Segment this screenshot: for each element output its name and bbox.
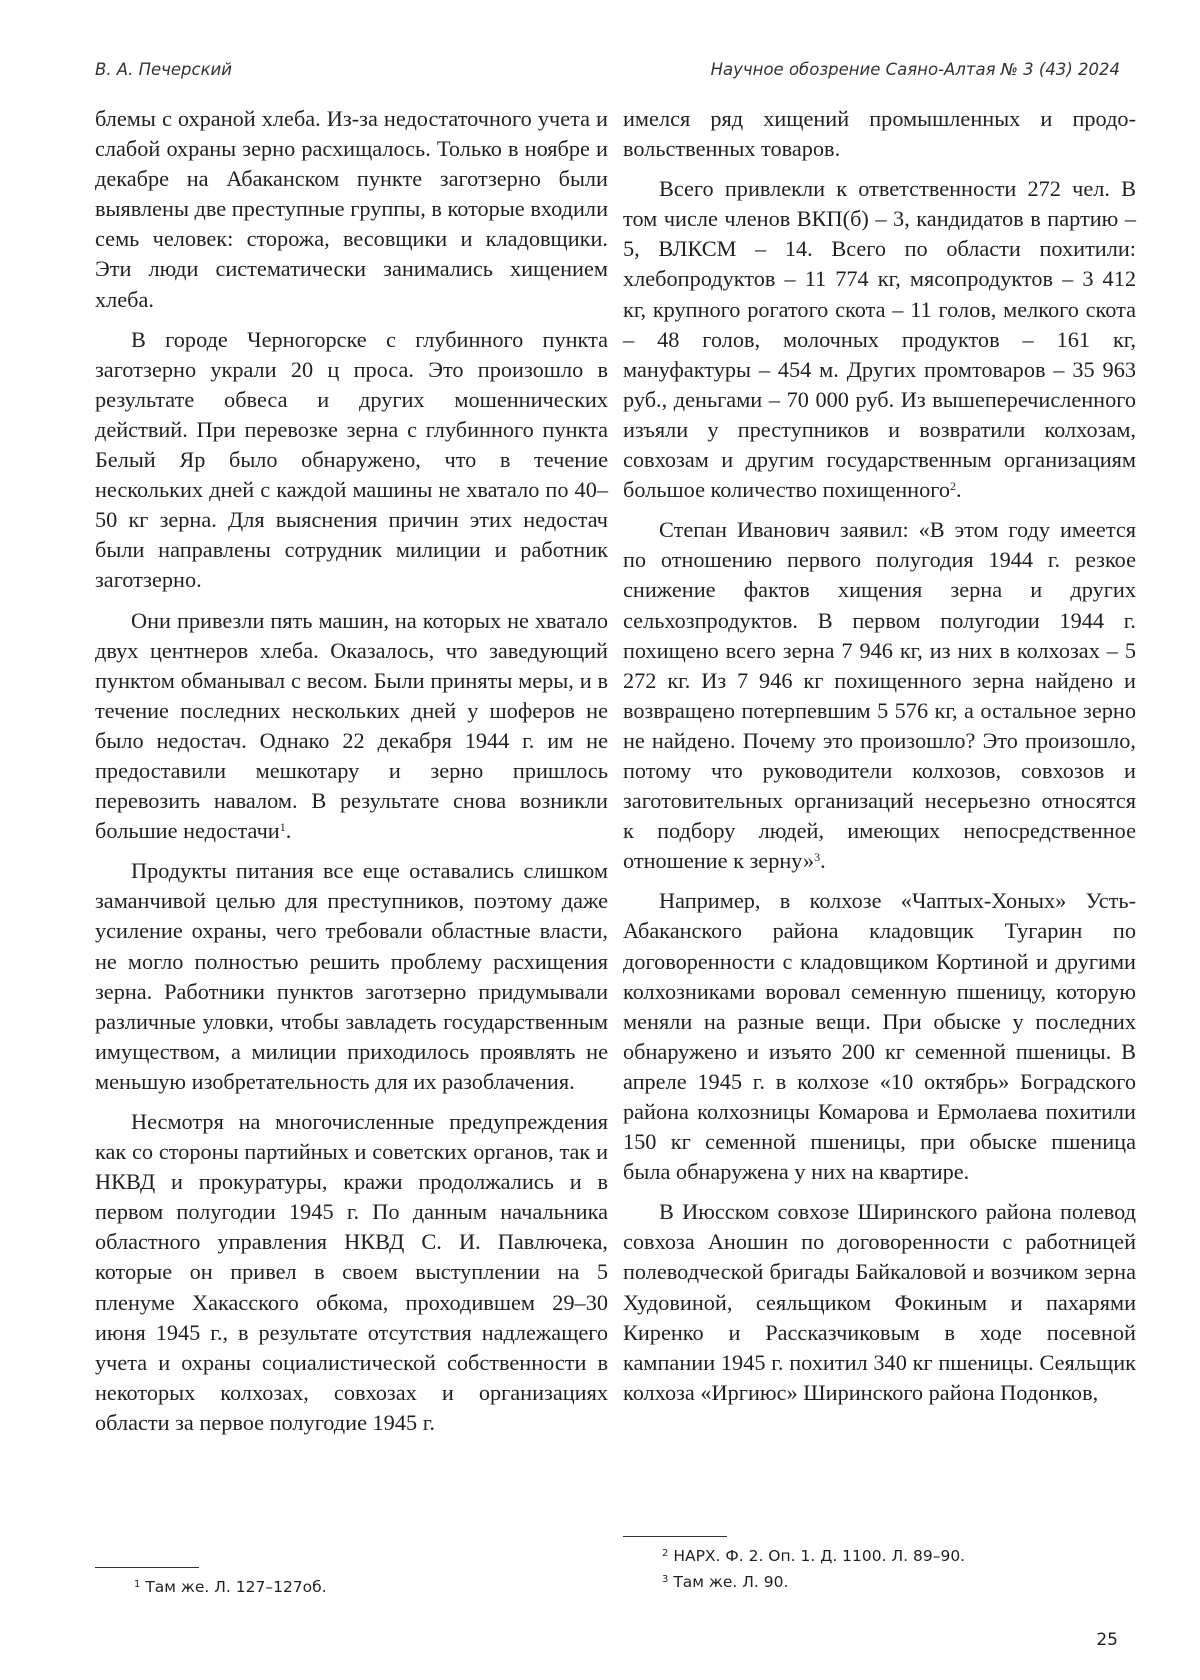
- paragraph: блемы с охраной хлеба. Из-за недостаточного учета и слабой охраны зерно расхищалось. Только в ноябре и декабре на Абаканском пункте заготзерно были выявлены две преступные группы, в которые входили семь человек: сторожа, весовщики и кладовщики. Эти люди систематически занимались хищением хлеба.: [95, 106, 608, 312]
- footnote-number: 1: [134, 1579, 141, 1590]
- footnote-ref[interactable]: 3: [814, 850, 821, 865]
- footnote-ref[interactable]: 2: [950, 479, 956, 494]
- paragraph: Всего привлекли к ответственности 272 чел. В том числе членов ВКП(б) – 3, кандидатов в партию – 5, ВЛКСМ – 14. Всего по области похитили: хлебопродуктов – 11 774 кг, мясопродуктов – 3 412 кг, крупного рогатого скота – 11 голов, мелкого скота – 48 голов, молочных продуктов – 161 кг, мануфактуры – 454 м. Других промтоваров – 35 963 руб., деньгами – 70 000 руб. Из вышеперечисленного изъяли у преступников и возвратили колхозам, совхозам и другим государственным организациям большое количество похищенного$^2$.: [623, 176, 1136, 503]
- running-head-journal: Научное обозрение Саяно-Алтая № 3 (43) 2024: [710, 60, 1120, 79]
- paragraph: Они привезли пять машин, на которых не хватало двух центнеров хлеба. Оказалось, что заведующий пунктом обманывал с весом. Были приняты меры, и в течение последних нескольких дней у шоферов не было недостач. Однако 22 декабря 1944 г. им не предоставили мешкотару и зерно пришлось перевозить навалом. В результате снова возникли большие недостачи$^1$.: [95, 607, 608, 844]
- paragraph: В Июсском совхозе Ширинского района полевод совхоза Аношин по договоренности с работницей полеводческой бригады Байкаловой и возчиком зерна Худовиной, сеяльщиком Фокиным и пахарями Киренко и Рассказчиковым в ходе посевной кампании 1945 г. похитил 340 кг пшеницы. Сеяльщик колхоза «Иргиюс» Ширинского района Подонков,: [623, 1199, 1136, 1405]
- footnote-divider: [623, 1536, 727, 1537]
- footnote: $^1$ Там же. Л. 127–127об.: [134, 1578, 327, 1596]
- running-head-author: В. А. Печерский: [95, 60, 233, 79]
- paragraph: имелся ряд хищений промышленных и продовольственных товаров.: [623, 106, 1136, 162]
- left-column: [95, 104, 608, 1438]
- footnote-number: 2: [662, 1548, 669, 1559]
- footnote: $^2$ НАРХ. Ф. 2. Оп. 1. Д. 1100. Л. 89–90.: [662, 1547, 966, 1565]
- paragraph: Продукты питания все еще оставались слишком заманчивой целью для преступников, поэтому даже усиление охраны, чего требовали областные власти, не могло полностью решить проблему расхищения зерна. Работники пунктов заготзерно придумывали различные уловки, чтобы завладеть государственным имуществом, а милиции приходилось проявлять не меньшую изобретательность для их разоблачения.: [95, 858, 608, 1094]
- paragraph: В городе Черногорске с глубинного пункта заготзерно украли 20 ц проса. Это произошло в результате обвеса и других мошеннических действий. При перевозке зерна с глубинного пункта Белый Яр было обнаружено, что в течение нескольких дней с каждой машины не хватало по 40–50 кг зерна. Для выяснения причин этих недостач были направлены сотрудник милиции и работник заготзерно.: [95, 326, 608, 593]
- footnote: $^3$ Там же. Л. 90.: [662, 1573, 789, 1591]
- paragraph: Несмотря на многочисленные предупреждения как со стороны партийных и советских органов, так и НКВД и прокуратуры, кражи продолжались и в первом полугодии 1945 г. По данным начальника областного управления НКВД С. И. Павлючека, которые он привел в своем выступлении на 5 пленуме Хакасского обкома, проходившем 29–30 июня 1945 г., в результате отсутствия надлежащего учета и охраны социалистической собственности в некоторых колхозах, совхозах и организациях области за первое полугодие 1945 г.: [95, 1109, 608, 1435]
- footnote-ref[interactable]: 1: [279, 820, 286, 835]
- paragraph: Например, в колхозе «Чаптых-Хоных» Усть-Абаканского района кладовщик Тугарин по договоренности с кладовщиком Кортиной и другими колхозниками воровал семенную пшеницу, которую меняли на разные вещи. При обыске у последних обнаружено и изъято 200 кг семенной пшеницы. В апреле 1945 г. в колхозе «10 октябрь» Боградского района колхозницы Комарова и Ермолаева похитили 150 кг семенной пшеницы, при обыске пшеница была обнаружена у них на квартире.: [623, 888, 1136, 1185]
- footnote-number: 3: [662, 1574, 669, 1585]
- page-number: 25: [1096, 1630, 1118, 1650]
- right-column: [623, 104, 1136, 1408]
- paragraph: Степан Иванович заявил: «В этом году имеется по отношению первого полугодия 1944 г. резкое снижение фактов хищения зерна и других сельхозпродуктов. В первом полугодии 1944 г. похищено всего зерна 7 946 кг, из них в колхозах – 5 272 кг. Из 7 946 кг похищенного зерна найдено и возвращено потерпевшим 5 576 кг, а остальное зерно не найдено. Почему это произошло? Это произошло, потому что руководители колхозов, совхозов и заготовительных организаций несерьезно относятся к подбору людей, имеющих непосредственное отношение к зерну»$^3$.: [623, 517, 1136, 874]
- footnote-divider: [95, 1567, 199, 1568]
